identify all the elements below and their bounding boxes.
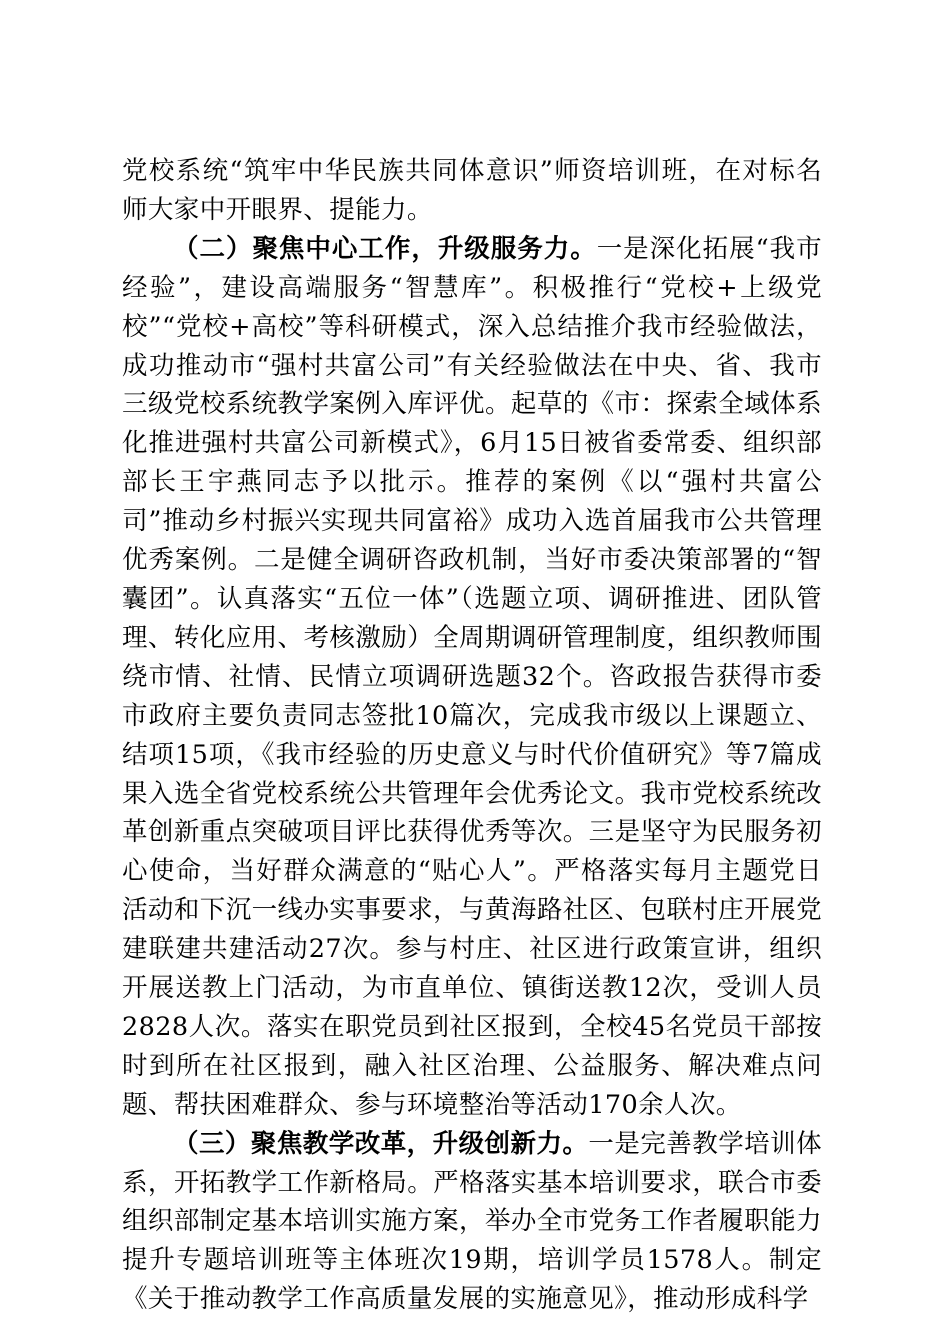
section-heading: （二）聚焦中心工作，升级服务力。: [173, 233, 597, 264]
paragraph-continuation: [122, 152, 822, 230]
document-body: [122, 152, 822, 1319]
section-heading: （三）聚焦教学改革，升级创新力。: [173, 1128, 589, 1159]
paragraph-section-two: [122, 230, 822, 1125]
paragraph-section-three: [122, 1125, 822, 1320]
paragraph-text: 一是完善教学培训体系，开拓教学工作新格局。严格落实基本培训要求，联合市委组织部制定基本培训实施方案，举办全市党务工作者履职能力提升专题培训班等主体班次19期，培训学员1578人。制定《关于推动教学工作高质量发展的实施意见》，推动形成科学: [122, 1128, 822, 1315]
paragraph-text: 一是深化拓展“我市经验”，建设高端服务“智慧库”。积极推行“党校+上级党校”“党校+高校”等科研模式，深入总结推介我市经验做法，成功推动市“强村共富公司”有关经验做法在中央、省、我市三级党校系统教学案例入库评优。起草的《市：探索全域体系化推进强村共富公司新模式》，6月15日被省委常委、组织部部长王宇燕同志予以批示。推荐的案例《以“强村共富公司”推动乡村振兴实现共同富裕》成功入选首届我市公共管理优秀案例。二是健全调研咨政机制，当好市委决策部署的“智囊团”。认真落实“五位一体”（选题立项、调研推进、团队管理、转化应用、考核激励）全周期调研管理制度，组织教师围绕市情、社情、民情立项调研选题32个。咨政报告获得市委市政府主要负责同志签批10篇次，完成我市级以上课题立、结项15项，《我市经验的历史意义与时代价值研究》等7篇成果入选全省党校系统公共管理年会优秀论文。我市党校系统改革创新重点突破项目评比获得优秀等次。三是坚守为民服务初心使命，当好群众满意的“贴心人”。严格落实每月主题党日活动和下沉一线办实事要求，与黄海路社区、包联村庄开展党建联建共建活动27次。参与村庄、社区进行政策宣讲，组织开展送教上门活动，为市直单位、镇街送教12次，受训人员2828人次。落实在职党员到社区报到，全校45名党员干部按时到所在社区报到，融入社区治理、公益服务、解决难点问题、帮扶困难群众、参与环境整治等活动170余人次。: [122, 233, 822, 1120]
paragraph-text: 党校系统“筑牢中华民族共同体意识”师资培训班，在对标名师大家中开眼界、提能力。: [122, 156, 822, 225]
